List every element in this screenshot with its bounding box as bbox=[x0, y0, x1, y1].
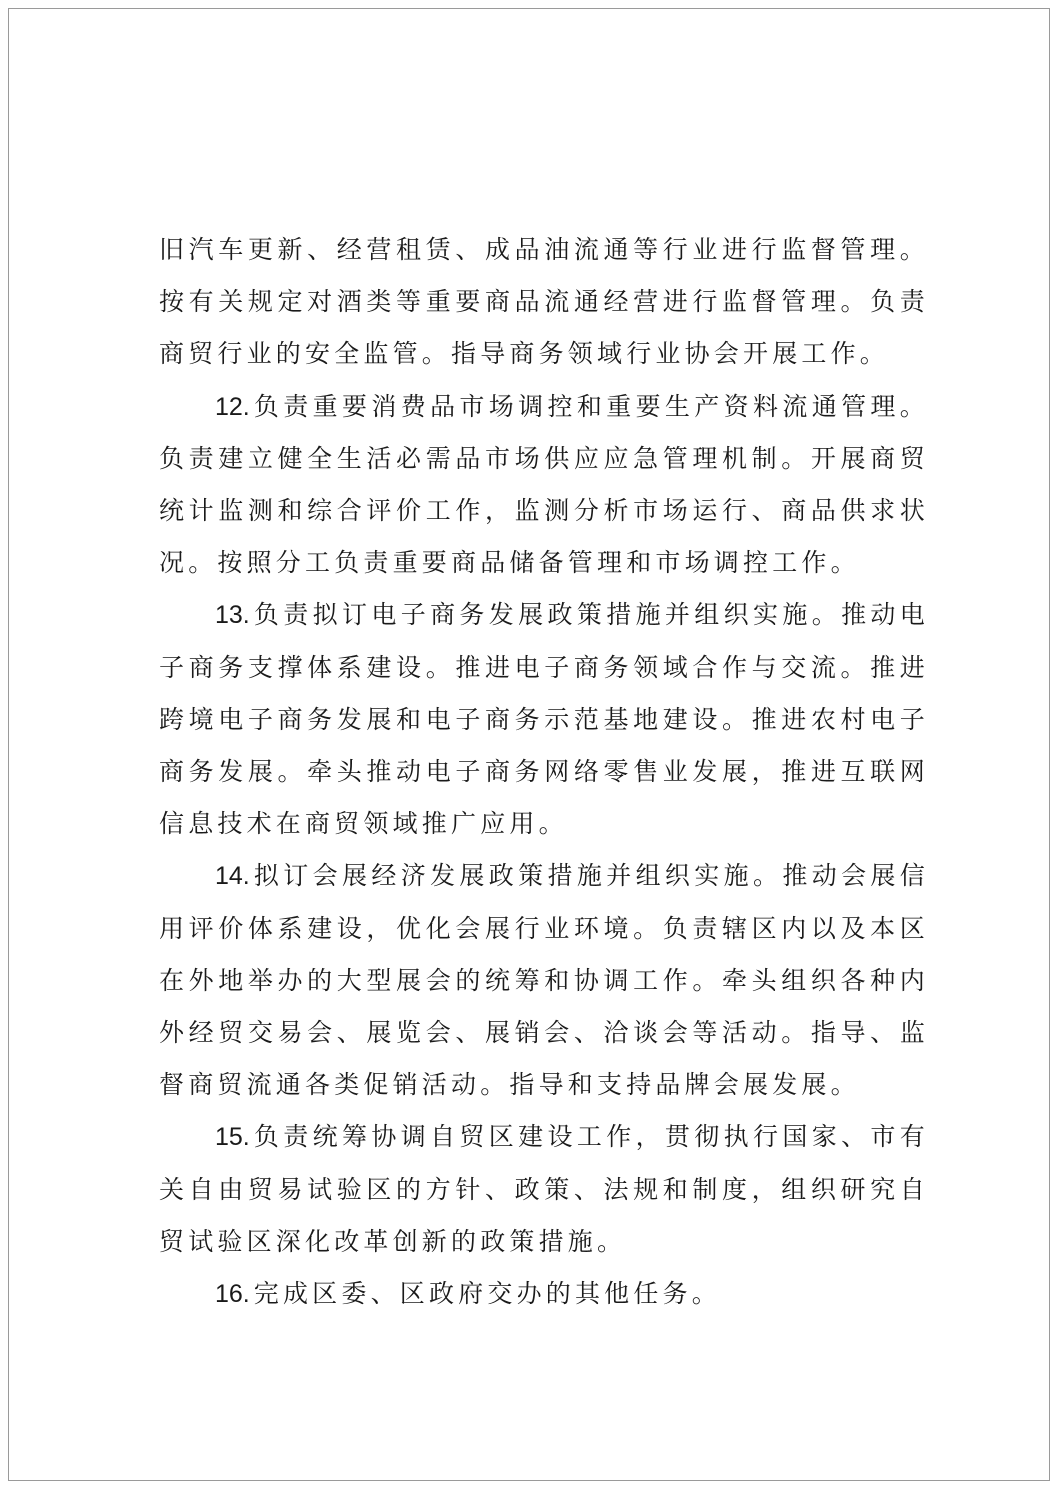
paragraph-14 bbox=[159, 850, 929, 1111]
paragraph-number: 14. bbox=[215, 862, 250, 891]
paragraph-text: 负责拟订电子商务发展政策措施并组织实施。推动电子商务支撑体系建设。推进电子商务领域合作与交流。推进跨境电子商务发展和电子商务示范基地建设。推进农村电子商务发展。牵头推动电子商务网络零售业发展，推进互联网信息技术在商贸领域推广应用。 bbox=[159, 600, 929, 839]
paragraph-11-continued bbox=[159, 224, 929, 381]
paragraph-number: 16. bbox=[215, 1280, 250, 1309]
paragraph-number: 12. bbox=[215, 392, 250, 421]
paragraph-15 bbox=[159, 1111, 929, 1268]
document-body bbox=[159, 224, 929, 1320]
paragraph-13 bbox=[159, 589, 929, 850]
paragraph-text: 负责重要消费品市场调控和重要生产资料流通管理。负责建立健全生活必需品市场供应应急管理机制。开展商贸统计监测和综合评价工作，监测分析市场运行、商品供求状况。按照分工负责重要商品储备管理和市场调控工作。 bbox=[159, 391, 929, 578]
paragraph-text: 拟订会展经济发展政策措施并组织实施。推动会展信用评价体系建设，优化会展行业环境。负责辖区内以及本区在外地举办的大型展会的统筹和协调工作。牵头组织各种内外经贸交易会、展览会、展销会、洽谈会等活动。指导、监督商贸流通各类促销活动。指导和支持品牌会展发展。 bbox=[159, 861, 929, 1100]
paragraph-16 bbox=[159, 1268, 929, 1320]
paragraph-text: 完成区委、区政府交办的其他任务。 bbox=[253, 1279, 721, 1309]
document-page bbox=[8, 8, 1050, 1481]
paragraph-text: 负责统筹协调自贸区建设工作，贯彻执行国家、市有关自由贸易试验区的方针、政策、法规和制度，组织研究自贸试验区深化改革创新的政策措施。 bbox=[159, 1122, 929, 1256]
paragraph-text: 旧汽车更新、经营租赁、成品油流通等行业进行监督管理。按有关规定对酒类等重要商品流通经营进行监督管理。负责商贸行业的安全监管。指导商务领域行业协会开展工作。 bbox=[159, 235, 929, 369]
paragraph-number: 13. bbox=[215, 601, 250, 630]
paragraph-12 bbox=[159, 381, 929, 590]
paragraph-number: 15. bbox=[215, 1123, 250, 1152]
